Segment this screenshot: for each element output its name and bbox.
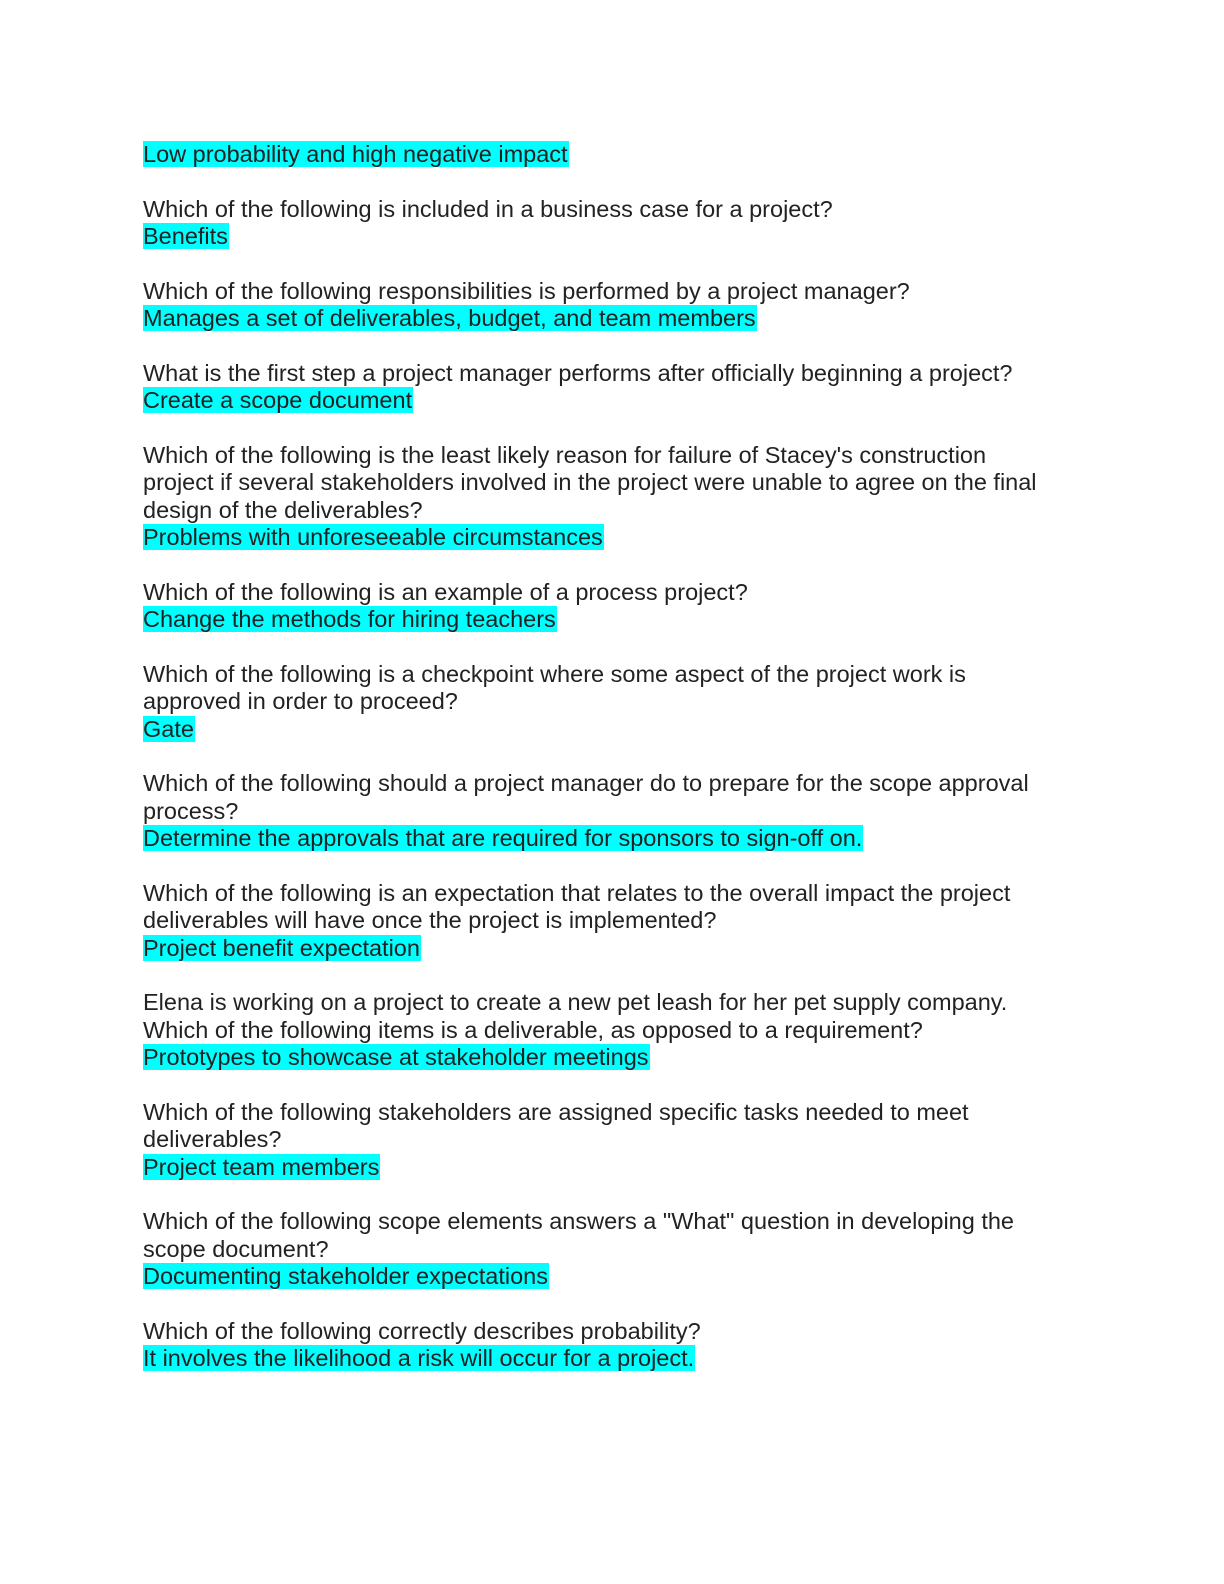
highlighted-answer: Create a scope document: [143, 387, 413, 413]
question-text: Which of the following is an expectation that relates to the overall impact the project deliverables will have once the project is implemented?: [143, 879, 1011, 933]
highlighted-answer: Gate: [143, 715, 194, 742]
question-text: Which of the following is included in a business case for a project?: [143, 195, 833, 222]
question-text: Which of the following is the least likely reason for failure of Stacey's construction project if several stakeholders involved in the project were unable to agree on the final design of the deliverables?: [143, 441, 1037, 523]
qa-item-8: [143, 880, 1063, 963]
question-text: Which of the following should a project manager do to prepare for the scope approval process?: [143, 770, 1029, 824]
highlighted-answer: Manages a set of deliverables, budget, and team members: [143, 305, 756, 331]
qa-item-5: [143, 579, 1063, 634]
qa-item-11: [143, 1208, 1063, 1291]
qa-item-3: [143, 360, 1063, 415]
qa-item-2: [143, 278, 1063, 333]
question-text: Which of the following is an example of a process project?: [143, 578, 748, 605]
question-text: Which of the following correctly describes probability?: [143, 1317, 701, 1344]
highlighted-answer: Documenting stakeholder expectations: [143, 1263, 548, 1289]
question-text: Which of the following scope elements answers a "What" question in developing the scope document?: [143, 1208, 1015, 1262]
highlighted-answer: Project benefit expectation: [143, 934, 420, 961]
qa-item-4: [143, 442, 1063, 552]
highlighted-answer: Determine the approvals that are required for sponsors to sign-off on.: [143, 825, 863, 851]
lead-answer: [143, 141, 1063, 169]
document-page: [143, 141, 1063, 1400]
question-text: Which of the following responsibilities is performed by a project manager?: [143, 277, 910, 304]
question-text: Which of the following is a checkpoint where some aspect of the project work is approved in order to proceed?: [143, 660, 966, 714]
qa-item-1: [143, 196, 1063, 251]
qa-item-12: [143, 1318, 1063, 1373]
highlighted-answer: Benefits: [143, 223, 228, 249]
highlighted-answer: Project team members: [143, 1153, 380, 1180]
question-text: Which of the following stakeholders are assigned specific tasks needed to meet deliverables?: [143, 1098, 969, 1152]
question-text: Elena is working on a project to create a new pet leash for her pet supply company. Which of the following items is a deliverable, as opposed to a requirement?: [143, 989, 1008, 1043]
highlighted-answer: It involves the likelihood a risk will occur for a project.: [143, 1345, 695, 1371]
question-text: What is the first step a project manager performs after officially beginning a project?: [143, 359, 1013, 386]
highlighted-answer: Problems with unforeseeable circumstances: [143, 524, 603, 550]
qa-item-10: [143, 1099, 1063, 1182]
qa-item-6: [143, 661, 1063, 744]
highlighted-answer: Change the methods for hiring teachers: [143, 606, 556, 632]
highlighted-answer: Low probability and high negative impact: [143, 141, 568, 167]
qa-item-7: [143, 770, 1063, 853]
qa-item-9: [143, 989, 1063, 1072]
highlighted-answer: Prototypes to showcase at stakeholder meetings: [143, 1044, 649, 1070]
